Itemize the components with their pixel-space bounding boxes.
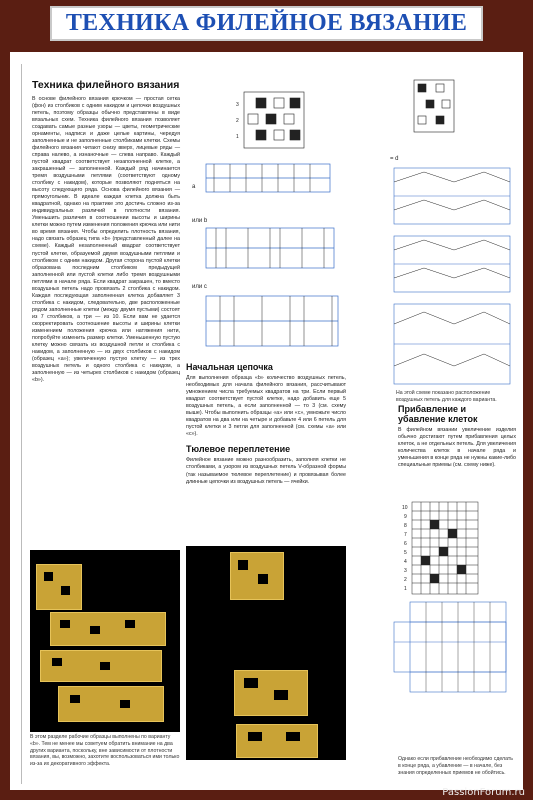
watermark: PassionForum.ru	[442, 787, 525, 798]
svg-text:7: 7	[404, 532, 407, 538]
crochet-sample	[36, 564, 82, 610]
stitch-variants-diagram	[186, 84, 346, 352]
svg-text:2: 2	[236, 118, 239, 124]
page	[10, 52, 523, 790]
crochet-sample	[236, 724, 318, 758]
svg-text:3: 3	[236, 102, 239, 108]
section-heading-chain: Начальная цепочка	[186, 362, 273, 372]
svg-text:2: 2	[404, 577, 407, 583]
column-3	[398, 404, 516, 469]
label-b: или b	[192, 218, 208, 224]
banner	[0, 0, 533, 46]
sample-photo-left	[30, 550, 180, 732]
variants-layout-diagram	[354, 76, 514, 402]
technique-body: В основе филейного вязания крючком — простая сетка (фон) из столбиков с одним накидом и цепочки воздушных петель, поэтому образцы обычно представлены в виде вязальных схем. Техника филейного вязания позволяет создавать самые разные узоры — цветы, геометрические орнаменты, надписи и даже целые картины, чередуя заполненные и не заполненные столбиками клетки. Схемы филейного вязания читают снизу вверх, лицевые ряды — справа налево, а изнаночные — слева направо. Каждый пустой квадрат соответствует незаполненной клетке, а закрашенный — заполненной. Каждый ряд начинается тремя воздушными петлями (соответствуют одному столбику с накидом), которые позволяют подняться на высоту следующего ряда. Основа филейного вязания — прямоугольник. В идеале каждая клетка должна быть квадратной, однако на практике это достичь сложно из-за индивидуальных различий в плотности вязания. Уменьшить различия в соотношении высоты и ширины клетки можно путем изменения положения крючка или нити во время вязания. Чтобы определить плотность вязания, надо связать образец типа «b» (представленный далее на схеме). Каждый незаполненный квадрат соответствует пустой клетке, образуемой двумя воздушными петлями и столбиком с одним накидом. Другая сторона пустой клетки образована последним столбиком предыдущей заполненной или пустой клетки либо тремя воздушными петлями в начале ряда. Если квадрат закрашен, то вместо воздушных петель надо провязать 2 столбика с накидом. Каждая последующая заполненная клетка добавляет 3 столбика с накидом, следовательно, две расположенные рядом заполненные клетки (между двумя пустыми) состоят из 7 столбиков, а три — из 10. Если вам не удается скорректировать соотношение высоты и ширины клетки изменением положения крючка или натяжения нити, попробуйте изменить размер клетки. Уменьшенную пустую клетку можно связать из воздушной петли и столбика с накидом, а заполненную — из двух столбиков с накидом (образец «a»); увеличенную пустую клетку — из трех воздушных петель и одного столбика с накидом, а заполненную — из четырех столбиков с накидом (образец «b»).	[32, 95, 180, 384]
variant-a-grid	[244, 92, 304, 148]
svg-text:6: 6	[404, 541, 407, 547]
label-c: или c	[192, 284, 207, 290]
crochet-sample	[50, 612, 166, 646]
side-rule	[21, 64, 22, 784]
svg-text:5: 5	[404, 550, 407, 556]
svg-text:3: 3	[404, 568, 407, 574]
section-heading-technique: Техника филейного вязания	[32, 79, 180, 91]
svg-text:4: 4	[404, 559, 407, 565]
svg-text:1: 1	[404, 586, 407, 592]
increase-decrease-diagram	[390, 498, 518, 756]
crochet-sample	[58, 686, 164, 722]
section-heading-increase: Прибавление и убавление клеток	[398, 404, 478, 424]
svg-text:9: 9	[404, 514, 407, 520]
label-d: = d	[390, 156, 399, 162]
tulle-body: Филейное вязание можно разнообразить, заполняя клетки не столбиками, а узором из воздушных петель V-образной формы (так называемое тюлевое переплетение) и провязывая более длинные цепочки из воздушных петель — ячейки.	[186, 457, 346, 485]
crochet-sample	[234, 670, 308, 716]
banner-box	[50, 6, 483, 41]
svg-text:1: 1	[236, 134, 239, 140]
svg-text:8: 8	[404, 523, 407, 529]
chain-body: Для выполнения образца «b» количество воздушных петель, необходимых для начала филейного вязания, рассчитывают умножением числа требуемых квадратов на три. Если первый квадрат соответствует пустой клетке, надо добавить еще 5 воздушных петель, а если заполненной — то 3 (см. схему выше). Чтобы выполнить образцы «a» или «c», умножьте число квадратов на два или на четыре и добавьте 4 или 6 петель для пустой клетки и 3 петли для заполненной (см. схемы «a» или «c»).	[186, 375, 346, 438]
banner-title: ТЕХНИКА ФИЛЕЙНОЕ ВЯЗАНИЕ	[65, 9, 468, 36]
diagram-caption: На этой схеме показано расположение воздушных петель для каждого варианта.	[396, 390, 497, 403]
label-a: a	[192, 184, 196, 190]
sample-photo-middle	[186, 546, 346, 760]
section-heading-tulle: Тюлевое переплетение	[186, 444, 291, 455]
column-1	[32, 80, 180, 384]
increase-caption: Однако если прибавление необходимо сделать в конце ряда, а убавление — в начале, без знания определенных приемов не обойтись.	[398, 756, 513, 776]
column-2	[186, 362, 346, 486]
svg-text:10: 10	[402, 505, 408, 511]
increase-body: В филейном вязании увеличение изделия обычно достигают путем прибавления целых клеток, а не отдельных петель. Для увеличения количества клеток в начале ряда и уменьшения в конце ряда не нужны какие-либо специальные приемы (см. схему ниже).	[398, 427, 516, 469]
photo-caption: В этом разделе рабочие образцы выполнены по варианту «b». Тем не менее мы советуем обратить внимание на два других варианта, поскольку, вне зависимости от плотности вязания, вы, возможно, захотите воспользоваться ими только из-за их декоративного эффекта.	[30, 734, 180, 768]
